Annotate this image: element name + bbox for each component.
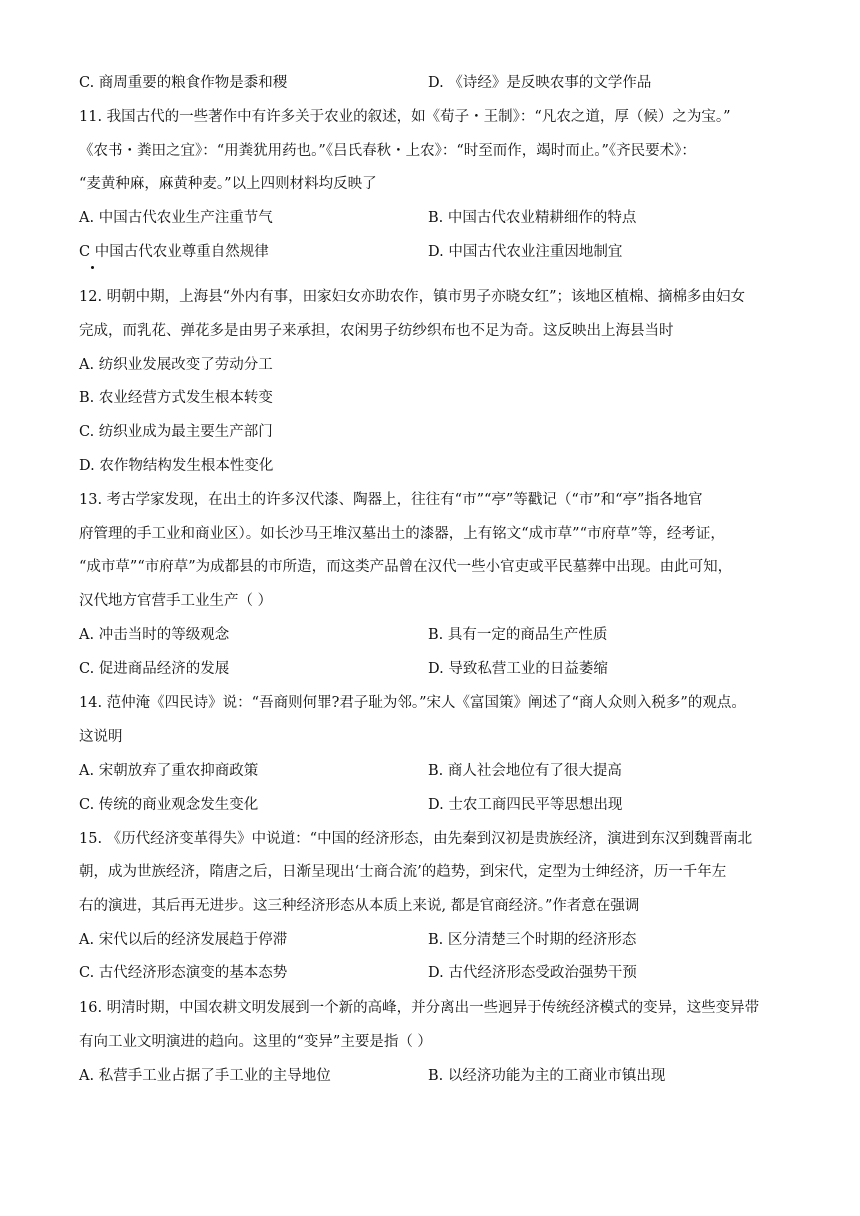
q11-option-a: A. 中国古代农业生产注重节气 (79, 210, 273, 226)
q11-stem-line-2: 《农书・粪田之宜》：“用粪犹用药也。”《吕氏春秋・上农》：“时至而作，竭时而止。”《齐民要术》： (79, 143, 696, 159)
q13-option-c: C. 促进商品经济的发展 (79, 661, 230, 677)
q14-option-d: D. 士农工商四民平等思想出现 (428, 797, 623, 813)
q13-stem-line-2: 府管理的手工业和商业区）。如长沙马王堆汉墓出土的漆器，上有铭文“成市草”“市府草”等，经考证， (79, 526, 725, 542)
q14-option-b: B. 商人社会地位有了很大提高 (428, 763, 622, 779)
q13-stem-line-1: 13. 考古学家发现，在出土的许多汉代漆、陶器上，往往有“市”“亭”等戳记（“市”和“亭”指各地官 (79, 492, 703, 508)
q15-stem-line-2: 朝，成为世族经济，隋唐之后，日渐呈现出‘士商合流’的趋势，到宋代，定型为士绅经济，历一千年左 (79, 864, 727, 880)
q11-option-b: B. 中国古代农业精耕细作的特点 (428, 210, 637, 226)
q10-option-d: D. 《诗经》是反映农事的文学作品 (428, 75, 652, 91)
q12-option-c: C. 纺织业成为最主要生产部门 (79, 424, 273, 440)
q15-option-a: A. 宋代以后的经济发展趋于停滞 (79, 932, 288, 948)
stray-dot (91, 266, 94, 269)
q13-option-a: A. 冲击当时的等级观念 (79, 627, 230, 643)
q16-option-a: A. 私营手工业占据了手工业的主导地位 (79, 1068, 331, 1084)
q11-stem-line-3: “麦黄种麻，麻黄种麦。”以上四则材料均反映了 (79, 176, 377, 192)
q16-stem-line-2: 有向工业文明演进的趋向。这里的“变异”主要是指（ ） (79, 1034, 432, 1050)
q12-stem-line-2: 完成，而乳花、弹花多是由男子来承担，农闲男子纺纱织布也不足为奇。这反映出上海县当时 (79, 323, 674, 339)
q14-stem-line-1: 14. 范仲淹《四民诗》说：“吾商则何罪?君子耻为邻。”宋人《富国策》阐述了“商人众则入税多”的观点。 (79, 695, 746, 711)
q12-option-b: B. 农业经营方式发生根本转变 (79, 390, 273, 406)
q12-stem-line-1: 12. 明朝中期，上海县“外内有事，田家妇女亦助农作，镇市男子亦晓女红”；该地区植棉、摘棉多由妇女 (79, 289, 745, 305)
q13-stem-line-4: 汉代地方官营手工业生产（ ） (79, 593, 273, 609)
q12-option-d: D. 农作物结构发生根本性变化 (79, 458, 274, 474)
q11-stem-line-1: 11. 我国古代的一些著作中有许多关于农业的叙述，如《荀子・王制》：“凡农之道，厚（候）之为宝。” (79, 109, 731, 125)
q15-stem-line-3: 右的演进，其后再无进步。这三种经济形态从本质上来说, 都是官商经济。”作者意在强调 (79, 898, 640, 914)
q13-option-b: B. 具有一定的商品生产性质 (428, 627, 608, 643)
q16-stem-line-1: 16. 明清时期，中国农耕文明发展到一个新的高峰，并分离出一些迥异于传统经济模式的变异，这些变异带 (79, 1000, 760, 1016)
q15-option-b: B. 区分清楚三个时期的经济形态 (428, 932, 637, 948)
q15-option-d: D. 古代经济形态受政治强势干预 (428, 965, 637, 981)
q10-option-c: C. 商周重要的粮食作物是黍和稷 (79, 75, 288, 91)
q14-option-a: A. 宋朝放弃了重农抑商政策 (79, 763, 259, 779)
q13-stem-line-3: “成市草”“市府草”为成都县的市所造，而这类产品曾在汉代一些小官吏或平民墓葬中出现。由此可知， (79, 559, 733, 575)
q11-option-c: C 中国古代农业尊重自然规律 (79, 244, 269, 260)
q11-option-d: D. 中国古代农业注重因地制宜 (428, 244, 623, 260)
q15-option-c: C. 古代经济形态演变的基本态势 (79, 965, 288, 981)
q15-stem-line-1: 15. 《历代经济变革得失》中说道：“中国的经济形态，由先秦到汉初是贵族经济，演进到东汉到魏晋南北 (79, 831, 753, 847)
q12-option-a: A. 纺织业发展改变了劳动分工 (79, 357, 273, 373)
q13-option-d: D. 导致私营工业的日益萎缩 (428, 661, 608, 677)
q16-option-b: B. 以经济功能为主的工商业市镇出现 (428, 1068, 666, 1084)
q14-stem-line-2: 这说明 (79, 729, 123, 745)
q14-option-c: C. 传统的商业观念发生变化 (79, 797, 259, 813)
